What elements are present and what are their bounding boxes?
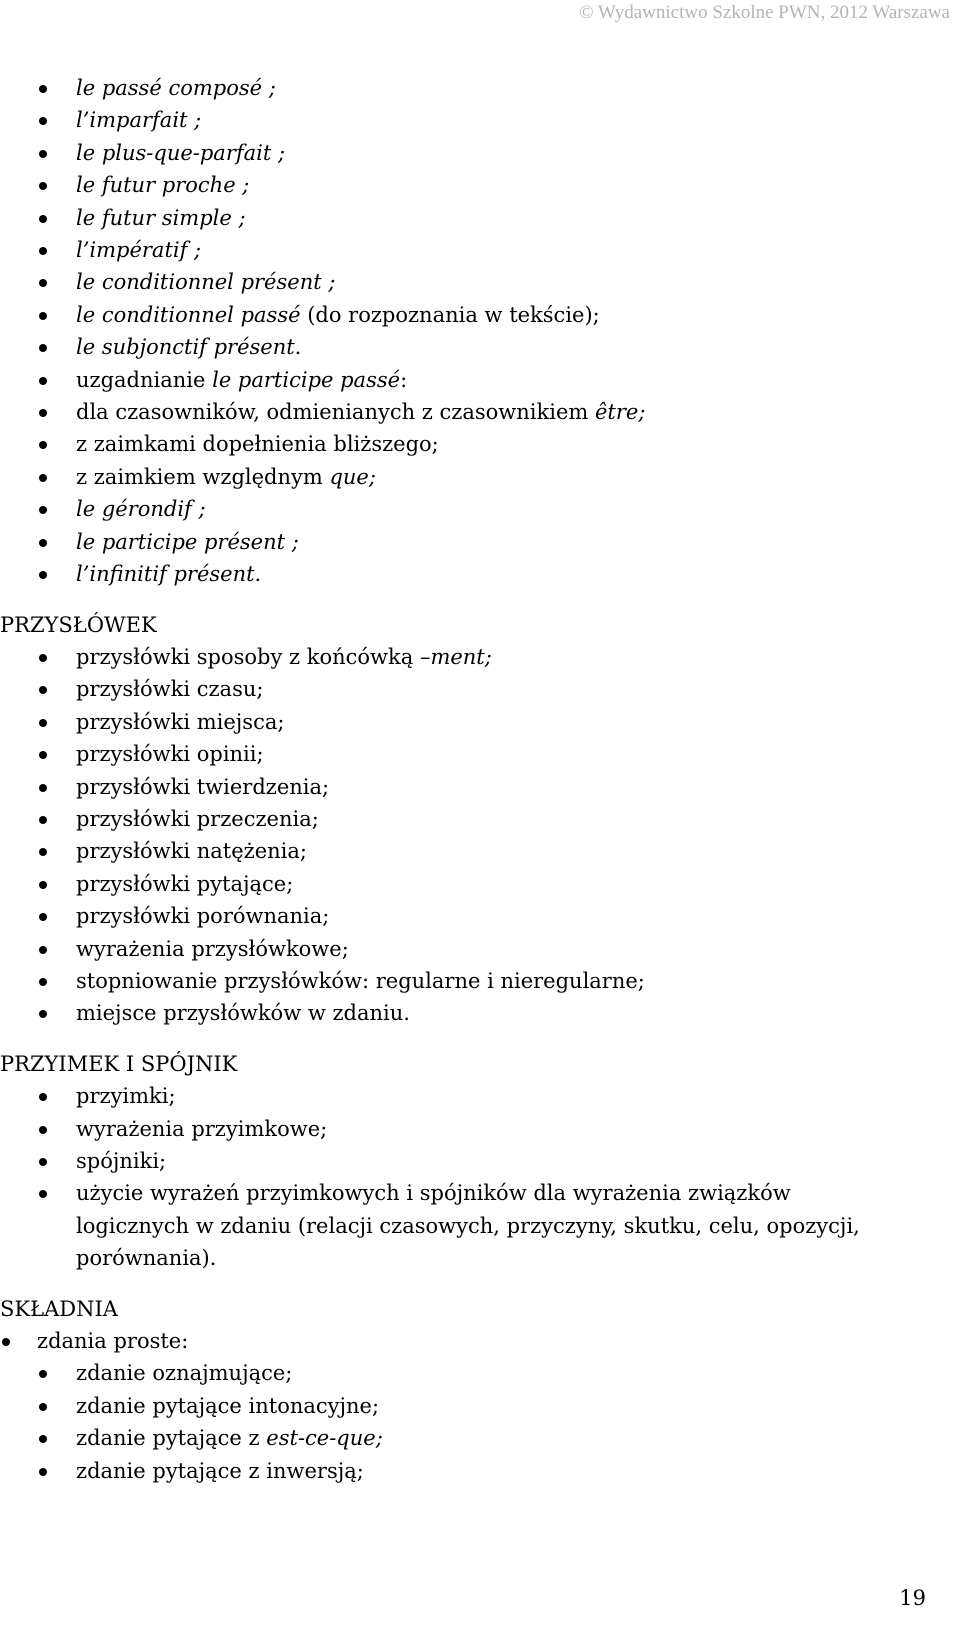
section-heading-preposition: PRZYIMEK I SPÓJNIK <box>0 1051 238 1076</box>
ment-text: przysłówki sposoby z końcówką <box>76 644 420 669</box>
preposition-list <box>0 1080 930 1274</box>
list-item: le conditionnel présent ; <box>0 266 930 298</box>
list-item: le futur proche ; <box>0 169 930 201</box>
adverb-list <box>0 641 930 1030</box>
list-item: przysłówki miejsca; <box>0 706 930 738</box>
list-item <box>0 1422 930 1454</box>
syntax-list <box>0 1357 930 1487</box>
que-term: que; <box>329 464 376 489</box>
que-text: z zaimkiem względnym <box>76 464 330 489</box>
list-item: przyimki; <box>0 1080 930 1112</box>
list-item: le futur simple ; <box>0 202 930 234</box>
list-item: przysłówki twierdzenia; <box>0 771 930 803</box>
etre-text: dla czasowników, odmienianych z czasownikiem <box>76 400 595 425</box>
conditionnel-passe-term: le conditionnel passé <box>76 302 301 327</box>
list-item: spójniki; <box>0 1145 930 1177</box>
section-heading-adverb: PRZYSŁÓWEK <box>0 612 157 637</box>
list-item: przysłówki przeczenia; <box>0 803 930 835</box>
list-item: przysłówki natężenia; <box>0 835 930 867</box>
list-item: z zaimkami dopełnienia bliższego; <box>0 428 930 460</box>
list-item: l’imparfait ; <box>0 104 930 136</box>
list-item: le participe présent ; <box>0 526 930 558</box>
page-number: 19 <box>899 1586 926 1610</box>
list-item: le subjonctif présent. <box>0 331 930 363</box>
list-item: przysłówki porównania; <box>0 900 930 932</box>
list-item: zdania proste: <box>0 1325 930 1357</box>
list-item: użycie wyrażeń przyimkowych i spójników dla wyrażenia związków logicznych w zdaniu (relacji czasowych, przyczyny, skutku, celu, opozycji, porównania). <box>0 1177 930 1274</box>
participe-intro-end: : <box>400 367 408 392</box>
etre-term: être; <box>594 400 646 425</box>
conditionnel-passe-note: (do rozpoznania w tekście); <box>300 302 600 327</box>
list-item: le plus-que-parfait ; <box>0 137 930 169</box>
list-item: wyrażenia przyimkowe; <box>0 1113 930 1145</box>
list-item <box>0 641 930 673</box>
list-item: przysłówki czasu; <box>0 673 930 705</box>
list-item: l’infinitif présent. <box>0 558 930 590</box>
est-text: zdanie pytające z <box>76 1426 267 1451</box>
list-item: zdanie oznajmujące; <box>0 1357 930 1389</box>
list-item <box>0 364 930 396</box>
participe-intro-text: uzgadnianie <box>76 367 213 392</box>
section-heading-syntax: SKŁADNIA <box>0 1296 118 1321</box>
list-item: wyrażenia przysłówkowe; <box>0 933 930 965</box>
est-term: est-ce-que; <box>266 1426 383 1451</box>
ment-term: –ment; <box>419 644 492 669</box>
list-item: miejsce przysłówków w zdaniu. <box>0 997 930 1029</box>
list-item: przysłówki pytające; <box>0 868 930 900</box>
list-item: le passé composé ; <box>0 72 930 104</box>
participe-intro-term: le participe passé <box>212 367 401 392</box>
list-item: zdanie pytające intonacyjne; <box>0 1390 930 1422</box>
list-item <box>0 396 930 428</box>
list-item: l’impératif ; <box>0 234 930 266</box>
document-content <box>0 72 930 1487</box>
tenses-list <box>0 72 930 591</box>
list-item: przysłówki opinii; <box>0 738 930 770</box>
list-item: zdanie pytające z inwersją; <box>0 1455 930 1487</box>
list-item: stopniowanie przysłówków: regularne i nieregularne; <box>0 965 930 997</box>
copyright-notice: © Wydawnictwo Szkolne PWN, 2012 Warszawa <box>579 2 950 23</box>
list-item <box>0 461 930 493</box>
syntax-outer-list <box>0 1325 930 1357</box>
list-item <box>0 299 930 331</box>
list-item: le gérondif ; <box>0 493 930 525</box>
